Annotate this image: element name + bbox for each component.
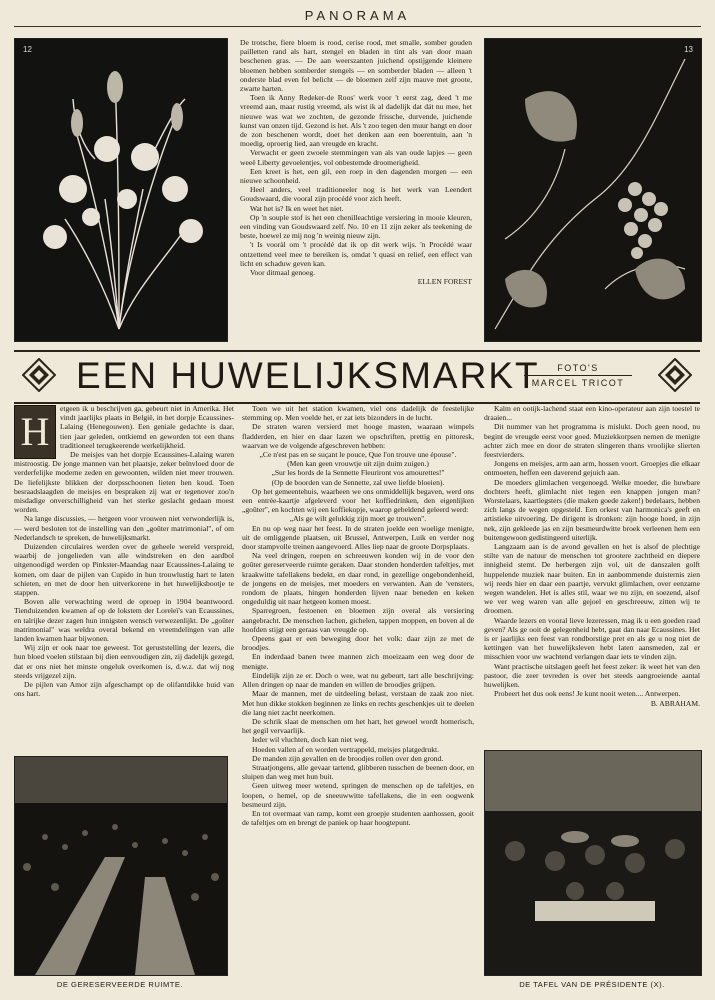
paragraph: Een kreet is het, een gil, een roep in den dagenden morgen — een nieuwe schoonheid. [240, 166, 472, 186]
photo-caption: DE GERESERVEERDE RUIMTE. [56, 980, 184, 989]
paragraph: 't Is vooràl om 't procédé dat ik op dit werk wijs. 'n Procédé waar ontzettend veel mee te bereiken is, omdat 't quasi en relief, een effect van licht en schaduw geven kan. [240, 240, 472, 268]
paragraph: Maar de mannen, met de uitdeeling belast, verstaan de zaak zoo niet. Met hun dikke stokken beginnen ze links en rechts geschenkjes uit te deelen die lang niet zacht neerkomen. [242, 689, 474, 717]
paragraph: Probeert het dus ook eens! Je kunt nooit weten.... Antwerpen. [494, 689, 681, 699]
article-column-2 [242, 404, 474, 988]
credit-divider [524, 375, 632, 376]
ornament-diamond-icon [22, 358, 56, 392]
grape-embroidery-image [485, 39, 701, 341]
paragraph: Toen we uit het station kwamen, viel ons dadelijk de feestelijke stemming op. Men voelde het, er zat iets bizonders in de lucht. [242, 404, 474, 423]
paragraph: Opeens gaat er een beweging door het volk: daar zijn ze met de broodjes. [242, 634, 474, 653]
flower-embroidery-image [15, 39, 227, 341]
paragraph: De trotsche, fiere bloem is rood, cerise rood, met smalle, somber gouden pailletten rand als hart, stengel en bladen in tint als van door maan beschenen gras. — De aan weerszanten juichend opstijgende kleinere bloemen hebben somberder stengels — en somberder bladen — alleen 't onderste blad even fel belicht — de bloemen zelf zijn mauve met groote, zwarte harten. [240, 38, 472, 94]
paragraph: De schrik slaat de menschen om het hart, het gewoel wordt homerisch, het gegil vervaarlijk. [242, 716, 474, 736]
credit-label: FOTO'S [557, 363, 599, 373]
paragraph: Na lange discussies, — hetgeen voor vrouwen niet verwonderlijk is, — werd besloten tot de instelling van den „goûter matrimonial", of om Nederlandsch te spreken, de huwelijksmarkt. [14, 514, 234, 542]
paragraph: Sparregroen, festoenen en bloemen zijn overal als versiering aangebracht. De menschen lachen, gichelen, tappen moppen, en boven al de hoofden stijgt een geraas van vreugde op. [242, 606, 474, 634]
embroidery-photo-12 [14, 38, 228, 342]
paragraph: Heel anders, veel traditioneeler nog is het werk van Leendert Goudswaard, die vooral zijn procédé voor zich heeft. [240, 185, 472, 204]
ornament-diamond-icon [658, 358, 692, 392]
paragraph: Geen uitweg meer wetend, springen de menschen op de tafeltjes, en loopen, o hemel, op de sneeuwwitte tafellakens, die in een oogwenk besmeurd zijn. [242, 781, 474, 809]
author-signature: ELLEN FOREST [417, 277, 472, 287]
drop-cap: H [14, 405, 56, 459]
paragraph: En tot overmaat van ramp, komt een groepje studenten aanhossen, gooit de tafeltjes om en brengt de paniek op haar hoogtepunt. [242, 808, 474, 828]
top-article-column [240, 38, 472, 340]
photo-number: 12 [23, 45, 32, 54]
paragraph: Toen ik Anny Redeker-de Roos' werk voor 't eerst zag, deed 't me vreemd aan, maar rustig vreemd, als wist ik al dadelijk dat dát nu mee, het nieuwe was wat we zochten, de gezonde frissche, durvende, juichende kunst van onzen tijd. Gezond is het. Als 't zoo tegen den muur hangt en door de zon beschenen wordt, doet het denken aan een boerentuin, aan 'n moedig, oproerig lied, aan vreugde en kracht. [240, 93, 472, 149]
reserved-space-photo [14, 756, 228, 976]
article-title-banner [14, 350, 700, 404]
photo-number: 13 [684, 45, 693, 54]
paragraph: Duizenden circulaires werden over de geheele wereld verspreid, waarbij de jongelieden van alle windstreken en den aardbol uitgenoodigd werden op Pinkster-Maandag naar Ecaussines-Lalaing te komen, om daar de pijlen van Cupido in hun trouwlustig hart te laten schieten, en met de door hen uitverkorene in het huwelijksbootje te stappen. [14, 542, 234, 598]
paragraph: Wat het is? Ik en weet het niet. [250, 203, 344, 213]
cup-inscription: „Als ge wilt gelukkig zijn moet ge trouwen". [289, 514, 427, 524]
masthead-rule [14, 26, 701, 27]
paragraph: Boven alle verwachting werd de oproep in 1904 beantwoord. Tienduizenden kwamen af op de lokstem der Loreleï's van Ecaussines, en talrijke dezer zagen hun innigsten wensch verwezenlijkt. De „goûter matrimonial" was weldra overal bekend en vreemdelingen van alle landen kwamen haar bijwonen. [14, 597, 234, 644]
paragraph: Op het gemeentehuis, waarheen we ons onmiddellijk begaven, werd ons een entrée-kaartje afgeleverd voor het koffiedrinken, den eigenlijken „goûter", en kochten wij een koffiekopje, waarop gebeldend geleerd werd: [242, 486, 474, 515]
paragraph: En inderdaad banen twee mannen zich moeizaam een weg door de menigte. [242, 652, 474, 671]
paragraph: Kalm en ootijk-lachend staat een kino-operateur aan zijn toestel te draaien... [484, 404, 700, 423]
paragraph: Waarde lezers en vooral lieve lezeressen, mag ik u een goeden raad geven? Als ge ooit de gelegenheid hebt, gaat dan naar Ecaussines. Het is er jaarlijks een feest van rondborstige pret en als ge u nog niet de kettingen van het huwelijksleven hebt laten aansmeden, zal er misschien voor uw wachtend verlangen daar iets te vinden zijn. [484, 615, 700, 662]
paragraph: Want practische uitslagen geeft het feest zeker: ik weet het van den pastoor, die zeer tevreden is over het steeds aangroeiende aantal huwelijken. [484, 661, 700, 690]
opening-text: etgeen ik u beschrijven ga, gebeurt niet in Amerika. Het vindt jaarlijks plaats in België, in het dorpje Ecaussines-Lalaing (Henegouwen). Een geniale gedachte is daar, tien jaar geleden, ontkiemd en geworden tot een thans traditioneel terugkeerende werkelijkheid. [60, 404, 234, 450]
paragraph: Jongens en meisjes, arm aan arm, hossen voort. Groepjes die elkaar ontmoeten, heffen een daverend gejuich aan. [484, 459, 700, 478]
paragraph: De manden zijn gevallen en de broodjes rollen over den grond. [252, 753, 444, 763]
paragraph: Voor ditmaal genoeg. [250, 268, 316, 278]
paragraph: De moeders glimlachen vergenoegd. Welke moeder, die huwbare dochters heeft, glimlacht niet tegen een knappen jongen man? Worstelaars, kaartlegsters (die maken goede zaken!) bedelaars, hebben zich langs de wegen opgesteld. Een orkest van harmonica's geeft en artistieke uitvoering. De dirigent is dronken: zijn hooge hoed, in zijn nek, zijn gekleede jas en zijn besmeurdwitte broek verleenen hem een buitengewoon gedistingeerd uiterlijk. [484, 477, 700, 542]
paragraph: Eindelijk zijn ze er. Doch o wee, wat nu gebeurt, tart alle beschrijving: Allen dringen op naar de manden en willen de broodjes grijpen. [242, 670, 474, 690]
presidente-table-photo [484, 750, 702, 976]
article-column-3 [484, 404, 700, 744]
verse-translation: (Op de boorden van de Sennette, zal uwe liefde bloeien). [271, 477, 445, 487]
paragraph: Dit nummer van het programma is mislukt. Doch geen nood, nu begint de vreugde eerst voor goed. Muziekkorpsen nemen de menigte achter zich mee en door de straten slingeren thans vroolijke slierten feestvierders. [484, 422, 700, 460]
credit-photographer: MARCEL TRICOT [531, 378, 625, 388]
embroidery-photo-13 [484, 38, 702, 342]
opening-paragraph [14, 404, 234, 454]
paragraph: Langzaam aan is de avond gevallen en het is alsof de plechtige stilte van de natuur de menschen tot grootere zachtheid en diepere innigheid stemt. De herbergen zijn vol, uit de danszalen golft huppelende muziek naar buiten. En in aanbommende duisternis zien wij reeds hier en daar een paartje, vervukt glimlachen, over eenzame wegen wandelen. Het is alles stil, waar we nu zijn, en soezend, alsof we ver weg waren van alle gejoel en geschreeuw, zitten wij te droomen. [484, 542, 700, 616]
paragraph: De pijlen van Amor zijn afgeschampt op de olifantdikke huid van ons hart. [14, 680, 234, 699]
paragraph: En nu op weg naar het feest. In de straten joelde een woelige menigte, uit de omliggende plaatsen, uit Brussel, Antwerpen, Luik en verder nog door stampvolle treinen aangevoerd. Alles liep naar de groote Dorpsplaats. [242, 523, 474, 552]
masthead: PANORAMA [304, 8, 411, 23]
banner-verse: „Sur les bords de la Sennette Fleuriront vos amourettes!" [271, 468, 445, 478]
article-title: EEN HUWELIJKSMARKT [76, 355, 540, 396]
paragraph: Verwacht er geen zwoele stemmingen van als van oude lapjes — geen weeë Liberty gevoelentjes, vol onbestemde droomerigheid. [240, 148, 472, 167]
photo-credit [518, 362, 638, 389]
paragraph: Wij zijn er ook naar toe geweest. Tot geruststelling der lezers, die hun bloed voelen stilstaan bij dien eenvoudigen zin, zij dadelijk gezegd, dat er ons niet het minste ongeluk overkomen is, d.w.z. dat wij nog steeds vrijgezel zijn. [14, 643, 234, 680]
author-signature: B. ABRAHAM. [650, 698, 700, 708]
paragraph: Straatjongens, alle gevaar tartend, glibberen tusschen de beenen door, en sluipen dan weg met hun buit. [242, 762, 474, 782]
paragraph: De meisjes van het dorpje Ecaussines-Lalaing waren mistroostig. De jonge mannen van het plaatsje, zeker beïnvloed door de verderfelijke moderne zeden en gewoonten, wilden niet meer trouwen. De liefelijkste blikken der dorpsschoonen lieten hen koud. Toen besraadslaagden de meisjes en bespraken zij wat er tegenover zoo'n misdadige onverschilligheid van het sterke geslacht gedaan moest worden. [14, 450, 234, 515]
paragraph: Hoeden vallen af en worden vertrappeld, meisjes platgedrukt. [252, 744, 440, 754]
article-column-1 [14, 404, 234, 750]
paragraph: Ieder wil vluchten, doch kan niet weg. [252, 735, 369, 745]
banner-verse: „Ce n'est pas en se suçant le pouce, Que l'on trouve une épouse". [259, 450, 457, 460]
paragraph: Na veel dringen, roepen en schreeuwen konden wij in de voor den goûter gereserveerde ruimte geraken. Daar stonden honderden tafeltjes, met kraakwitte tafellakens bedekt, en daar rond, in gezellige ongebondenheid, de jongens en de meisjes, met moeders en verwanten. Aan de 'vensters, rondom de plaats, hingen honderden lijven naar beneden en keken ongeduldig uit naar hetgeen komen moest. [242, 551, 474, 607]
crowd-photo-image [15, 757, 227, 975]
paragraph: Op 'n souple stof is het een chenilleachtige versiering in mooie kleuren, een vinding van Goudswaard zelf. No. 10 en 11 zijn zeker als teekening de beste, hoewel ze mij nog 'n weinig nieuw zijn. [240, 212, 472, 241]
paragraph: De straten waren versierd met hooge masten, waaraan wimpels fladderden, en hier en daar lazen we opschriften, prettig en pittoresk, waarvan we de volgende afgeschreven hebben: [242, 422, 474, 450]
verse-translation: (Men kan geen vrouwtje uit zijn duim zuigen.) [287, 459, 429, 469]
photo-caption: DE TAFEL VAN DE PRÉSIDENTE (X). [519, 980, 665, 989]
table-photo-image [485, 751, 701, 975]
